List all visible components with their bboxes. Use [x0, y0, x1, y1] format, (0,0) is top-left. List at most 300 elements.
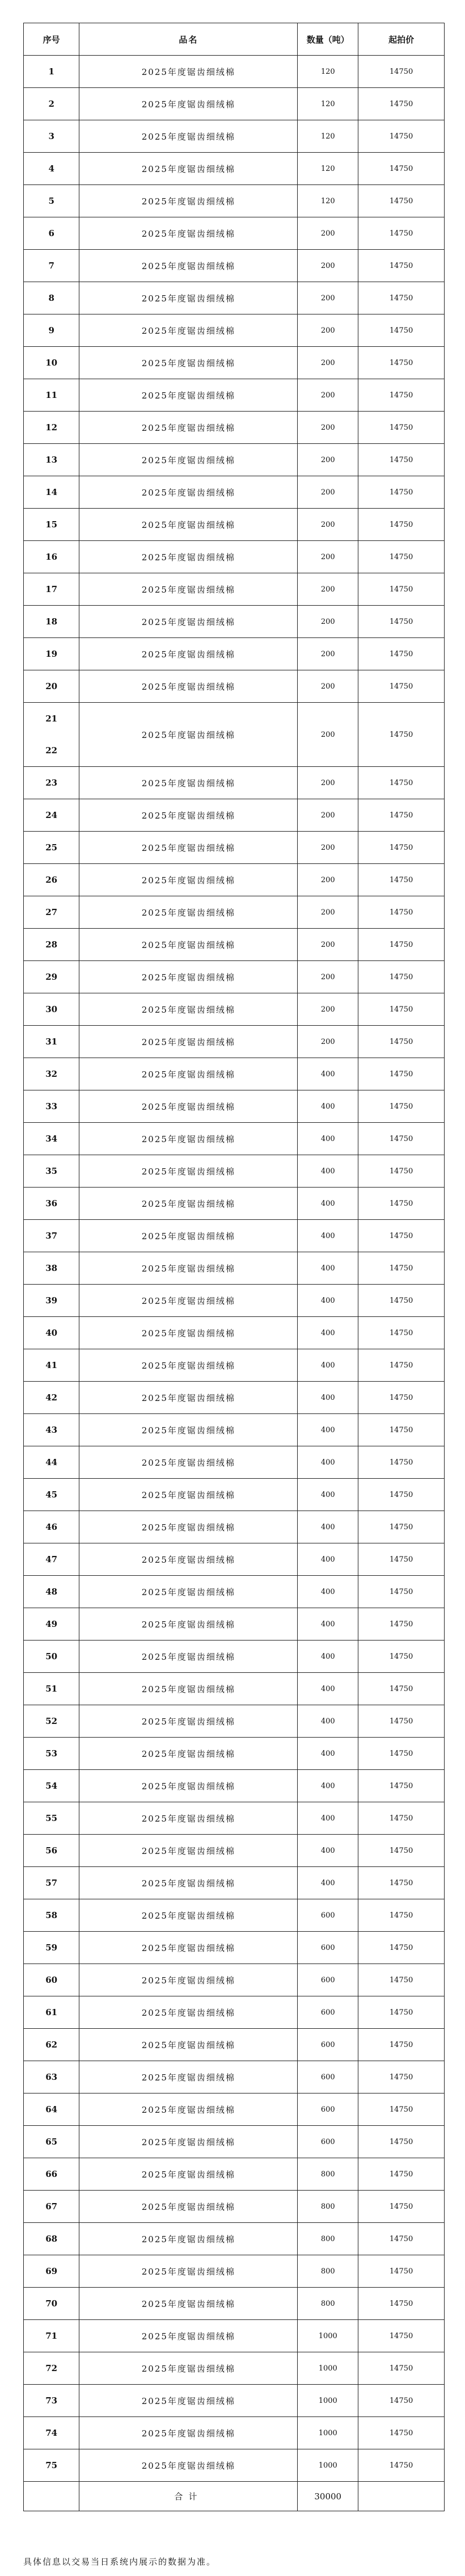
row-number: 34 — [24, 1123, 79, 1155]
starting-price: 14750 — [358, 1608, 445, 1641]
starting-price: 14750 — [358, 185, 445, 217]
starting-price: 14750 — [358, 638, 445, 670]
row-number: 31 — [24, 1026, 79, 1058]
starting-price: 14750 — [358, 993, 445, 1026]
starting-price: 14750 — [358, 120, 445, 153]
starting-price: 14750 — [358, 250, 445, 282]
row-number: 28 — [24, 929, 79, 961]
quantity: 120 — [298, 120, 358, 153]
quantity: 120 — [298, 56, 358, 88]
lot-table — [23, 23, 445, 2511]
starting-price: 14750 — [358, 1155, 445, 1188]
table-row — [24, 1705, 445, 1738]
row-number: 36 — [24, 1188, 79, 1220]
product-name: 2025年度锯齿细绒棉 — [79, 1867, 298, 1899]
row-number: 38 — [24, 1252, 79, 1285]
quantity: 600 — [298, 1964, 358, 1996]
product-name: 2025年度锯齿细绒棉 — [79, 56, 298, 88]
quantity: 200 — [298, 929, 358, 961]
quantity: 600 — [298, 2093, 358, 2126]
product-name: 2025年度锯齿细绒棉 — [79, 1349, 298, 1382]
row-number: 54 — [24, 1770, 79, 1802]
starting-price: 14750 — [358, 379, 445, 412]
footnote: 具体信息以交易当日系统内展示的数据为准。 — [23, 2557, 217, 2567]
quantity: 400 — [298, 1446, 358, 1479]
starting-price: 14750 — [358, 1996, 445, 2029]
quantity: 400 — [298, 1058, 358, 1090]
starting-price: 14750 — [358, 2385, 445, 2417]
starting-price: 14750 — [358, 1932, 445, 1964]
total-row — [24, 2482, 445, 2511]
product-name: 2025年度锯齿细绒棉 — [79, 2191, 298, 2223]
product-name: 2025年度锯齿细绒棉 — [79, 347, 298, 379]
quantity: 400 — [298, 1090, 358, 1123]
quantity: 800 — [298, 2223, 358, 2255]
table-row — [24, 120, 445, 153]
table-row — [24, 444, 445, 476]
starting-price: 14750 — [358, 1123, 445, 1155]
row-number: 21 — [45, 714, 58, 724]
row-number: 70 — [24, 2288, 79, 2320]
row-number: 37 — [24, 1220, 79, 1252]
starting-price: 14750 — [358, 56, 445, 88]
starting-price: 14750 — [358, 2255, 445, 2288]
table-row — [24, 799, 445, 832]
starting-price: 14750 — [358, 1738, 445, 1770]
table-row — [24, 1802, 445, 1835]
row-number: 27 — [24, 896, 79, 929]
table-row — [24, 2449, 445, 2482]
product-name: 2025年度锯齿细绒棉 — [79, 1802, 298, 1835]
product-name: 2025年度锯齿细绒棉 — [79, 2223, 298, 2255]
row-number: 72 — [24, 2352, 79, 2385]
quantity: 400 — [298, 1543, 358, 1576]
table-row — [24, 185, 445, 217]
quantity: 600 — [298, 1899, 358, 1932]
row-number: 33 — [24, 1090, 79, 1123]
starting-price: 14750 — [358, 153, 445, 185]
quantity: 200 — [298, 412, 358, 444]
table-row — [24, 250, 445, 282]
starting-price: 14750 — [358, 217, 445, 250]
product-name: 2025年度锯齿细绒棉 — [79, 832, 298, 864]
row-number: 62 — [24, 2029, 79, 2061]
starting-price: 14750 — [358, 1285, 445, 1317]
table-row — [24, 993, 445, 1026]
starting-price: 14750 — [358, 1220, 445, 1252]
table-row — [24, 1252, 445, 1285]
quantity: 1000 — [298, 2385, 358, 2417]
product-name: 2025年度锯齿细绒棉 — [79, 250, 298, 282]
quantity: 200 — [298, 606, 358, 638]
product-name: 2025年度锯齿细绒棉 — [79, 1285, 298, 1317]
row-number: 1 — [24, 56, 79, 88]
row-number: 48 — [24, 1576, 79, 1608]
starting-price: 14750 — [358, 314, 445, 347]
row-number: 44 — [24, 1446, 79, 1479]
row-number: 8 — [24, 282, 79, 314]
starting-price: 14750 — [358, 2288, 445, 2320]
table-row — [24, 2158, 445, 2191]
row-number: 22 — [45, 745, 58, 756]
row-number: 40 — [24, 1317, 79, 1349]
product-name: 2025年度锯齿细绒棉 — [79, 444, 298, 476]
table-row — [24, 1285, 445, 1317]
starting-price: 14750 — [358, 2029, 445, 2061]
product-name: 2025年度锯齿细绒棉 — [79, 412, 298, 444]
quantity: 200 — [298, 638, 358, 670]
quantity: 400 — [298, 1188, 358, 1220]
table-row — [24, 2029, 445, 2061]
row-number: 3 — [24, 120, 79, 153]
row-number: 32 — [24, 1058, 79, 1090]
starting-price: 14750 — [358, 1576, 445, 1608]
starting-price: 14750 — [358, 703, 445, 767]
starting-price: 14750 — [358, 1511, 445, 1543]
row-number: 2 — [24, 88, 79, 120]
table-row — [24, 864, 445, 896]
total-price-cell — [358, 2482, 445, 2511]
product-name: 2025年度锯齿细绒棉 — [79, 1996, 298, 2029]
product-name: 2025年度锯齿细绒棉 — [79, 1479, 298, 1511]
starting-price: 14750 — [358, 1899, 445, 1932]
starting-price: 14750 — [358, 1964, 445, 1996]
row-number: 71 — [24, 2320, 79, 2352]
quantity: 200 — [298, 864, 358, 896]
starting-price: 14750 — [358, 2126, 445, 2158]
table-row — [24, 929, 445, 961]
row-number: 73 — [24, 2385, 79, 2417]
product-name: 2025年度锯齿细绒棉 — [79, 1738, 298, 1770]
row-number: 59 — [24, 1932, 79, 1964]
total-quantity: 30000 — [298, 2482, 358, 2511]
table-row — [24, 1479, 445, 1511]
table-row — [24, 2385, 445, 2417]
starting-price: 14750 — [358, 1641, 445, 1673]
table-row — [24, 2288, 445, 2320]
row-number: 60 — [24, 1964, 79, 1996]
starting-price: 14750 — [358, 1867, 445, 1899]
starting-price: 14750 — [358, 1026, 445, 1058]
product-name: 2025年度锯齿细绒棉 — [79, 1770, 298, 1802]
table-row — [24, 1964, 445, 1996]
product-name: 2025年度锯齿细绒棉 — [79, 2255, 298, 2288]
starting-price: 14750 — [358, 1188, 445, 1220]
quantity: 120 — [298, 185, 358, 217]
product-name: 2025年度锯齿细绒棉 — [79, 961, 298, 993]
product-name: 2025年度锯齿细绒棉 — [79, 799, 298, 832]
product-name: 2025年度锯齿细绒棉 — [79, 1543, 298, 1576]
table-row — [24, 2255, 445, 2288]
quantity: 800 — [298, 2255, 358, 2288]
product-name: 2025年度锯齿细绒棉 — [79, 1382, 298, 1414]
row-number: 5 — [24, 185, 79, 217]
quantity: 600 — [298, 1932, 358, 1964]
table-row — [24, 2320, 445, 2352]
row-number: 13 — [24, 444, 79, 476]
table-row — [24, 88, 445, 120]
row-number: 20 — [24, 670, 79, 703]
product-name: 2025年度锯齿细绒棉 — [79, 1414, 298, 1446]
table-row — [24, 1899, 445, 1932]
row-number: 24 — [24, 799, 79, 832]
quantity: 200 — [298, 282, 358, 314]
quantity: 200 — [298, 347, 358, 379]
product-name: 2025年度锯齿细绒棉 — [79, 2417, 298, 2449]
product-name: 2025年度锯齿细绒棉 — [79, 2061, 298, 2093]
product-name: 2025年度锯齿细绒棉 — [79, 1673, 298, 1705]
starting-price: 14750 — [358, 282, 445, 314]
row-number: 19 — [24, 638, 79, 670]
table-row — [24, 832, 445, 864]
product-name: 2025年度锯齿细绒棉 — [79, 1932, 298, 1964]
starting-price: 14750 — [358, 1543, 445, 1576]
product-name: 2025年度锯齿细绒棉 — [79, 379, 298, 412]
product-name: 2025年度锯齿细绒棉 — [79, 1123, 298, 1155]
product-name: 2025年度锯齿细绒棉 — [79, 2158, 298, 2191]
starting-price: 14750 — [358, 1446, 445, 1479]
row-number: 53 — [24, 1738, 79, 1770]
product-name: 2025年度锯齿细绒棉 — [79, 670, 298, 703]
quantity: 120 — [298, 88, 358, 120]
row-number: 26 — [24, 864, 79, 896]
row-number: 7 — [24, 250, 79, 282]
table-row — [24, 1414, 445, 1446]
starting-price: 14750 — [358, 896, 445, 929]
header-name: 品名 — [79, 23, 298, 56]
total-no-cell — [24, 2482, 79, 2511]
product-name: 2025年度锯齿细绒棉 — [79, 1220, 298, 1252]
quantity: 200 — [298, 541, 358, 573]
quantity: 200 — [298, 217, 358, 250]
quantity: 400 — [298, 1770, 358, 1802]
quantity: 200 — [298, 767, 358, 799]
product-name: 2025年度锯齿细绒棉 — [79, 1090, 298, 1123]
row-number: 65 — [24, 2126, 79, 2158]
table-row — [24, 638, 445, 670]
quantity: 1000 — [298, 2417, 358, 2449]
quantity: 400 — [298, 1349, 358, 1382]
row-number: 25 — [24, 832, 79, 864]
header-row — [24, 23, 445, 56]
quantity: 200 — [298, 509, 358, 541]
table-row — [24, 347, 445, 379]
table-row — [24, 1349, 445, 1382]
quantity: 1000 — [298, 2320, 358, 2352]
quantity: 200 — [298, 314, 358, 347]
row-number: 49 — [24, 1608, 79, 1641]
row-number: 18 — [24, 606, 79, 638]
starting-price: 14750 — [358, 347, 445, 379]
table-row — [24, 1576, 445, 1608]
starting-price: 14750 — [358, 961, 445, 993]
table-row — [24, 1220, 445, 1252]
row-number: 41 — [24, 1349, 79, 1382]
product-name: 2025年度锯齿细绒棉 — [79, 1899, 298, 1932]
product-name: 2025年度锯齿细绒棉 — [79, 120, 298, 153]
row-number: 11 — [24, 379, 79, 412]
product-name: 2025年度锯齿细绒棉 — [79, 476, 298, 509]
table-row — [24, 1026, 445, 1058]
row-number: 68 — [24, 2223, 79, 2255]
header-price: 起拍价 — [358, 23, 445, 56]
starting-price: 14750 — [358, 1317, 445, 1349]
quantity: 200 — [298, 444, 358, 476]
product-name: 2025年度锯齿细绒棉 — [79, 153, 298, 185]
table-row — [24, 153, 445, 185]
table-row — [24, 1738, 445, 1770]
row-number: 14 — [24, 476, 79, 509]
table-row — [24, 509, 445, 541]
starting-price: 14750 — [358, 2449, 445, 2482]
product-name: 2025年度锯齿细绒棉 — [79, 1317, 298, 1349]
row-number: 74 — [24, 2417, 79, 2449]
product-name: 2025年度锯齿细绒棉 — [79, 509, 298, 541]
product-name: 2025年度锯齿细绒棉 — [79, 1641, 298, 1673]
product-name: 2025年度锯齿细绒棉 — [79, 573, 298, 606]
quantity: 800 — [298, 2288, 358, 2320]
starting-price: 14750 — [358, 606, 445, 638]
quantity: 200 — [298, 379, 358, 412]
quantity: 400 — [298, 1285, 358, 1317]
row-number: 9 — [24, 314, 79, 347]
table-row — [24, 541, 445, 573]
row-number-cell — [24, 703, 79, 767]
row-number: 69 — [24, 2255, 79, 2288]
quantity: 400 — [298, 1608, 358, 1641]
starting-price: 14750 — [358, 412, 445, 444]
quantity: 600 — [298, 2061, 358, 2093]
product-name: 2025年度锯齿细绒棉 — [79, 1155, 298, 1188]
starting-price: 14750 — [358, 832, 445, 864]
product-name: 2025年度锯齿细绒棉 — [79, 1188, 298, 1220]
starting-price: 14750 — [358, 1058, 445, 1090]
product-name: 2025年度锯齿细绒棉 — [79, 2449, 298, 2482]
table-row — [24, 56, 445, 88]
quantity: 400 — [298, 1867, 358, 1899]
row-number: 52 — [24, 1705, 79, 1738]
row-number: 35 — [24, 1155, 79, 1188]
table-row — [24, 1996, 445, 2029]
starting-price: 14750 — [358, 509, 445, 541]
quantity: 600 — [298, 1996, 358, 2029]
row-number: 6 — [24, 217, 79, 250]
quantity: 400 — [298, 1673, 358, 1705]
row-number: 45 — [24, 1479, 79, 1511]
product-name: 2025年度锯齿细绒棉 — [79, 314, 298, 347]
quantity: 400 — [298, 1123, 358, 1155]
starting-price: 14750 — [358, 2158, 445, 2191]
quantity: 400 — [298, 1511, 358, 1543]
quantity: 200 — [298, 250, 358, 282]
quantity: 400 — [298, 1317, 358, 1349]
header-no: 序号 — [24, 23, 79, 56]
row-number: 56 — [24, 1835, 79, 1867]
quantity: 200 — [298, 1026, 358, 1058]
product-name: 2025年度锯齿细绒棉 — [79, 864, 298, 896]
total-label: 合计 — [79, 2482, 298, 2511]
row-number: 57 — [24, 1867, 79, 1899]
row-number: 63 — [24, 2061, 79, 2093]
product-name: 2025年度锯齿细绒棉 — [79, 1705, 298, 1738]
product-name: 2025年度锯齿细绒棉 — [79, 767, 298, 799]
quantity: 120 — [298, 153, 358, 185]
product-name: 2025年度锯齿细绒棉 — [79, 2029, 298, 2061]
quantity: 800 — [298, 2158, 358, 2191]
table-row — [24, 2061, 445, 2093]
row-number: 61 — [24, 1996, 79, 2029]
starting-price: 14750 — [358, 2417, 445, 2449]
starting-price: 14750 — [358, 476, 445, 509]
row-number: 55 — [24, 1802, 79, 1835]
row-number: 10 — [24, 347, 79, 379]
starting-price: 14750 — [358, 767, 445, 799]
quantity: 200 — [298, 476, 358, 509]
product-name: 2025年度锯齿细绒棉 — [79, 185, 298, 217]
table-row — [24, 1641, 445, 1673]
row-number: 15 — [24, 509, 79, 541]
product-name: 2025年度锯齿细绒棉 — [79, 1835, 298, 1867]
row-number: 51 — [24, 1673, 79, 1705]
table-row — [24, 217, 445, 250]
row-number: 58 — [24, 1899, 79, 1932]
quantity: 400 — [298, 1576, 358, 1608]
quantity: 400 — [298, 1641, 358, 1673]
header-quantity: 数量（吨） — [298, 23, 358, 56]
table-row — [24, 703, 445, 767]
table-row — [24, 1867, 445, 1899]
table-row — [24, 767, 445, 799]
quantity: 600 — [298, 2126, 358, 2158]
product-name: 2025年度锯齿细绒棉 — [79, 2320, 298, 2352]
starting-price: 14750 — [358, 541, 445, 573]
row-number: 67 — [24, 2191, 79, 2223]
product-name: 2025年度锯齿细绒棉 — [79, 2093, 298, 2126]
starting-price: 14750 — [358, 1414, 445, 1446]
table-row — [24, 1673, 445, 1705]
row-number: 64 — [24, 2093, 79, 2126]
table-row — [24, 2191, 445, 2223]
table-row — [24, 314, 445, 347]
row-number: 4 — [24, 153, 79, 185]
row-number: 50 — [24, 1641, 79, 1673]
table-row — [24, 476, 445, 509]
starting-price: 14750 — [358, 670, 445, 703]
row-number: 75 — [24, 2449, 79, 2482]
quantity: 600 — [298, 2029, 358, 2061]
product-name: 2025年度锯齿细绒棉 — [79, 1964, 298, 1996]
product-name: 2025年度锯齿细绒棉 — [79, 1446, 298, 1479]
row-number: 43 — [24, 1414, 79, 1446]
starting-price: 14750 — [358, 2191, 445, 2223]
quantity: 200 — [298, 896, 358, 929]
table-row — [24, 1932, 445, 1964]
table-row — [24, 2223, 445, 2255]
table-row — [24, 1317, 445, 1349]
starting-price: 14750 — [358, 1349, 445, 1382]
starting-price: 14750 — [358, 88, 445, 120]
table-row — [24, 1188, 445, 1220]
quantity: 200 — [298, 961, 358, 993]
starting-price: 14750 — [358, 2223, 445, 2255]
product-name: 2025年度锯齿细绒棉 — [79, 2385, 298, 2417]
table-row — [24, 2126, 445, 2158]
product-name: 2025年度锯齿细绒棉 — [79, 1576, 298, 1608]
row-number: 16 — [24, 541, 79, 573]
table-row — [24, 2352, 445, 2385]
product-name: 2025年度锯齿细绒棉 — [79, 1252, 298, 1285]
table-row — [24, 961, 445, 993]
